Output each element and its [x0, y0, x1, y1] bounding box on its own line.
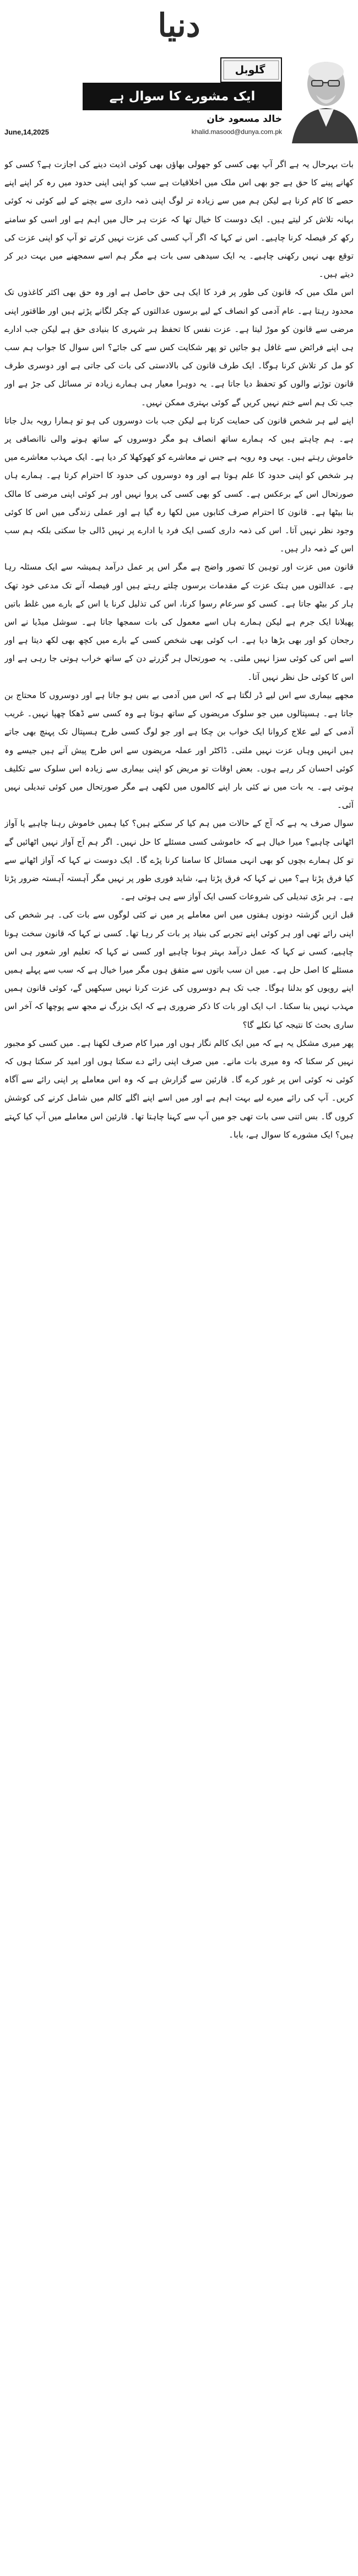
article-paragraph: قانون میں عزت اور توہین کا تصور واضح ہے مگر اس پر عمل درآمد ہمیشہ سے ایک مسئلہ رہا ہے۔ عدالتوں میں ہتک عزت کے مقدمات برسوں چلتے رہتے ہیں اور فیصلہ آنے تک مدعی خود تھک ہار کر بیٹھ جاتا ہے۔ کسی کو سرعام رسوا کرنا، اس کی تذلیل کرنا یا اس کے بارے میں غلط باتیں پھیلانا ایک جرم ہے لیکن ہمارے ہاں اسے معمول کی بات سمجھا جاتا ہے۔ سوشل میڈیا نے اس رجحان کو اور بھی بڑھا دیا ہے۔ اب کوئی بھی شخص کسی کے بارے میں کچھ بھی لکھ دیتا ہے اور اسے اس کی کوئی سزا نہیں ملتی۔ یہ صورتحال ہر گزرتے دن کے ساتھ خراب ہوتی جا رہی ہے اور اس کا کوئی حل نظر نہیں آتا۔	[4, 562, 354, 682]
newspaper-logo	[138, 3, 220, 47]
article-paragraph: پھر میری مشکل یہ ہے کہ میں ایک کالم نگار ہوں اور میرا کام صرف لکھنا ہے۔ میں کسی کو مجبور نہیں کر سکتا کہ وہ میری بات مانے۔ میں صرف اپنی رائے دے سکتا ہوں اور امید کر سکتا ہوں کہ کوئی نہ کوئی اس پر غور کرے گا۔ قارئین سے گزارش ہے کہ وہ اس معاملے پر اپنی رائے سے آگاہ کریں۔ آپ کی رائے میرے لیے بہت اہم ہے اور میں اسے اپنے اگلے کالم میں شامل کرنے کی کوشش کروں گا۔ بس اتنی سی بات تھی جو میں آپ سے کہنا چاہتا تھا۔ قارئین اس معاملے میں آپ کیا کہتے ہیں؟ ایک مشورے کا سوال ہے، بابا۔	[4, 1038, 354, 1140]
author-email: khalid.masood@dunya.com.pk	[191, 128, 282, 136]
article-body	[4, 155, 354, 2565]
article-paragraph: اس ملک میں کہ قانون کی طور پر فرد کا ایک ہی حق حاصل ہے اور وہ حق بھی اکثر کاغذوں تک محدود رہتا ہے۔ عام آدمی کو انصاف کے لیے برسوں عدالتوں کے چکر لگانے پڑتے ہیں اور طاقتور اپنی مرضی سے قانون کو موڑ لیتا ہے۔ عزت نفس کا تحفظ ہر شہری کا بنیادی حق ہے لیکن جب ادارے ہی اپنے فرائض سے غافل ہو جائیں تو پھر شکایت کس سے کی جائے؟ اس سوال کا جواب ہم سب کو مل کر تلاش کرنا ہوگا۔ ایک طرف قانون کی بالادستی کی بات کی جاتی ہے اور دوسری طرف قانون توڑنے والوں کو تحفظ دیا جاتا ہے۔ یہ دوہرا معیار ہی ہمارے زیادہ تر مسائل کی جڑ ہے اور جب تک ہم اسے ختم نہیں کریں گے کوئی بہتری ممکن نہیں۔	[4, 287, 354, 407]
logo-text: دنیا	[158, 7, 200, 44]
author-photo	[286, 55, 358, 143]
article-paragraph: سوال صرف یہ ہے کہ آج کے حالات میں ہم کیا کر سکتے ہیں؟ کیا ہمیں خاموش رہنا چاہیے یا آواز اٹھانی چاہیے؟ میرا خیال ہے کہ خاموشی کسی مسئلے کا حل نہیں۔ اگر ہم آج آواز نہیں اٹھائیں گے تو کل ہمارے بچوں کو بھی انہی مسائل کا سامنا کرنا پڑے گا۔ ایک دوست نے کہا کہ آواز اٹھانے سے کیا فرق پڑتا ہے؟ میں نے کہا کہ فرق پڑتا ہے، شاید فوری طور پر نہیں مگر آہستہ آہستہ ضرور پڑتا ہے۔ ہر بڑی تبدیلی کی شروعات کسی ایک آواز سے ہی ہوتی ہے۔	[4, 818, 354, 902]
masthead	[0, 0, 358, 51]
author-name: خالد مسعود خان	[207, 114, 282, 125]
column-title: ایک مشورے کا سوال ہے	[83, 83, 282, 110]
article-paragraph: قبل ازیں گزشتہ دونوں ہفتوں میں اس معاملے پر میں نے کئی لوگوں سے بات کی۔ ہر شخص کی اپنی رائے تھی اور ہر کوئی اپنے تجربے کی بنیاد پر بات کر رہا تھا۔ کسی نے کہا کہ قانون سخت ہونا چاہیے، کسی نے کہا کہ عمل درآمد بہتر ہونا چاہیے اور کسی نے کہا کہ تعلیم اور شعور ہی اس مسئلے کا اصل حل ہے۔ میں ان سب باتوں سے متفق ہوں مگر میرا خیال ہے کہ سب سے پہلے ہمیں اپنے رویوں کو بدلنا ہوگا۔ جب تک ہم دوسروں کی عزت کرنا نہیں سیکھیں گے، کوئی قانون ہمیں مہذب نہیں بنا سکتا۔ اب ایک اور بات کا ذکر ضروری ہے کہ ایک بزرگ نے مجھ سے پوچھا کہ آخر اس ساری بحث کا نتیجہ کیا نکلے گا؟	[4, 910, 354, 1030]
article-paragraph: اپنے لیے ہر شخص قانون کی حمایت کرتا ہے لیکن جب بات دوسروں کی ہو تو ہمارا رویہ بدل جاتا ہے۔ ہم چاہتے ہیں کہ ہمارے ساتھ انصاف ہو مگر دوسروں کے ساتھ ہونے والی ناانصافی پر خاموش رہتے ہیں۔ یہی وہ رویہ ہے جس نے معاشرے کو کھوکھلا کر دیا ہے۔ ایک مہذب معاشرے میں ہر شخص کو اپنی حدود کا علم ہوتا ہے اور وہ دوسروں کی حدود کا احترام کرتا ہے۔ ہمارے ہاں صورتحال اس کے برعکس ہے۔ کسی کو بھی کسی کی پروا نہیں اور ہر کوئی اپنی مرضی کا مالک بنا بیٹھا ہے۔ قانون کا احترام صرف کتابوں میں لکھا رہ گیا ہے اور عملی زندگی میں اس کا کوئی وجود نظر نہیں آتا۔ اس کی ذمہ داری کسی ایک فرد یا ادارے پر نہیں ڈالی جا سکتی بلکہ ہم سب اس کے ذمہ دار ہیں۔	[4, 415, 354, 554]
article-paragraph: بات بہرحال یہ ہے اگر آپ بھی کسی کو جھولی بھاؤں بھی کوئی اذیت دینے کی اجازت ہے؟ کسی کو کھانے پینے کا حق ہے جو بھی اس ملک میں اخلاقیات ہے سب کو اپنی اپنی حدود میں رہ کر اپنے اپنے حصے کا کام کرنا ہے لیکن ہم میں سے زیادہ تر لوگ اپنی ذمہ داری سے بچنے کے لیے کوئی نہ کوئی بہانہ تلاش کر لیتے ہیں۔ ایک دوست کا خیال تھا کہ عزت ہر حال میں اہم ہے اور اسی کو سامنے رکھ کر فیصلہ کرنا چاہیے۔ اس نے کہا کہ اگر آپ کسی کی عزت نہیں کرتے تو آپ کو اپنی عزت کی توقع بھی نہیں رکھنی چاہیے۔ یہ ایک سیدھی سی بات ہے مگر ہم اسے سمجھنے میں بہت دیر کر دیتے ہیں۔	[4, 159, 354, 280]
column-date: June,14,2025	[4, 128, 49, 136]
column-badge: گلوبل	[235, 64, 265, 76]
article-paragraph: مجھے بیماری سے اس لیے ڈر لگتا ہے کہ اس میں آدمی بے بس ہو جاتا ہے اور دوسروں کا محتاج بن جاتا ہے۔ ہسپتالوں میں جو سلوک مریضوں کے ساتھ ہوتا ہے وہ کسی سے ڈھکا چھپا نہیں۔ غریب آدمی کے لیے علاج کروانا ایک خواب بن چکا ہے اور جو لوگ کسی طرح ہسپتال تک پہنچ بھی جاتے ہیں انہیں وہاں عزت نہیں ملتی۔ ڈاکٹر اور عملہ مریضوں سے اس طرح پیش آتے ہیں جیسے وہ کوئی احسان کر رہے ہوں۔ بعض اوقات تو مریض کو اپنی بیماری سے زیادہ اس سلوک سے تکلیف ہوتی ہے۔ یہ بات میں نے کئی بار اپنے کالموں میں لکھی ہے مگر صورتحال میں کوئی تبدیلی نہیں آئی۔	[4, 690, 354, 811]
